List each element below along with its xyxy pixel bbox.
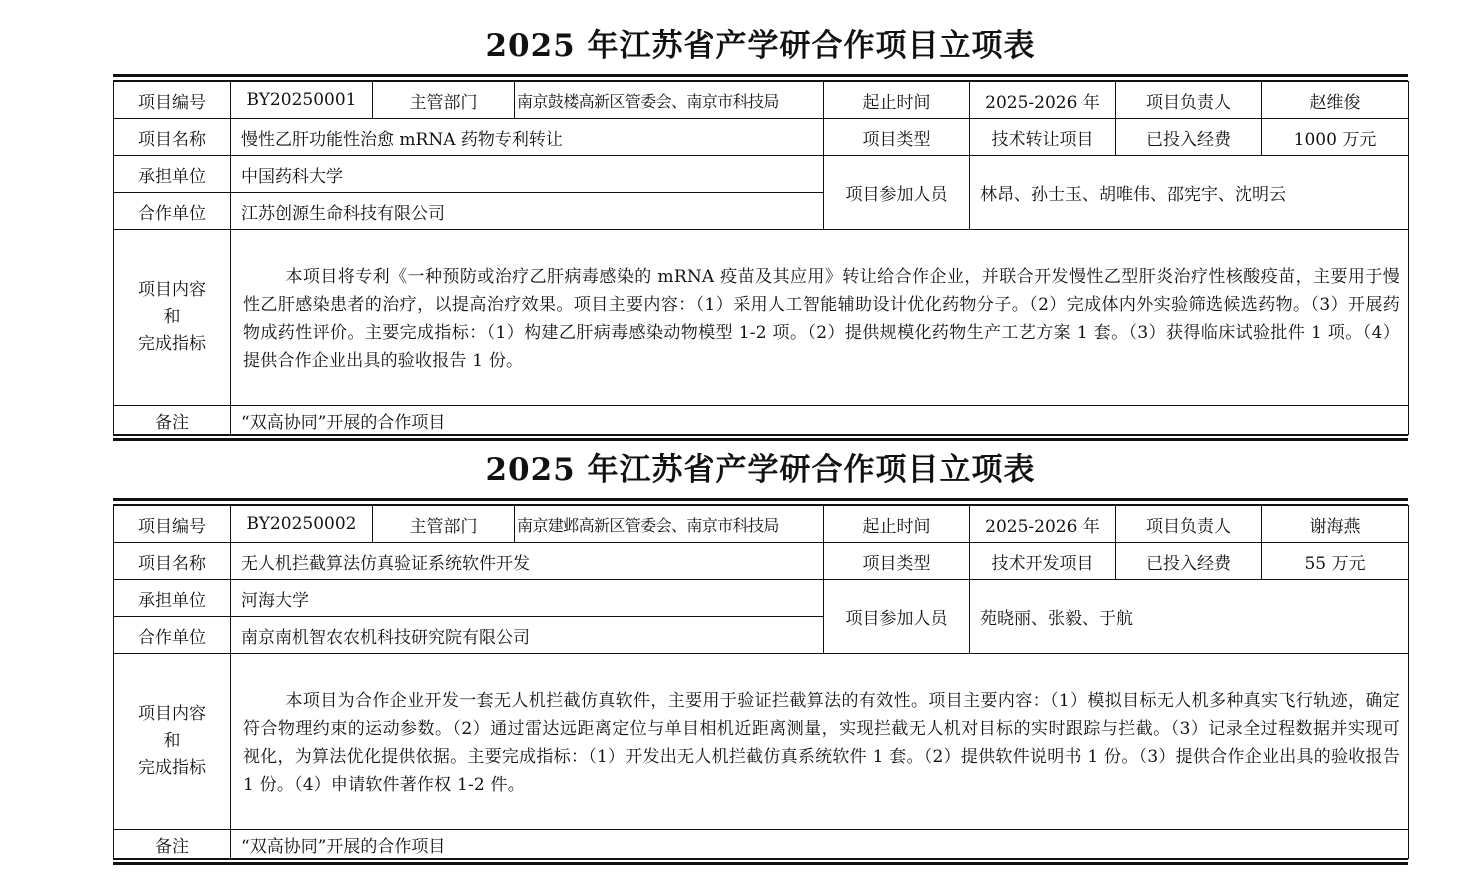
content-label-line: 项目内容 <box>138 280 206 300</box>
table-row <box>114 230 1409 406</box>
table-row <box>114 156 1409 193</box>
partner-value: 江苏创源生命科技有限公司 <box>231 193 824 230</box>
top-rule <box>113 74 1408 81</box>
table-row <box>114 654 1409 830</box>
partner-value: 南京南机智农农机科技研究院有限公司 <box>231 617 824 654</box>
participants-value: 林昂、孙士玉、胡唯伟、邵宪宇、沈明云 <box>970 156 1409 230</box>
project-no-label: 项目编号 <box>114 506 231 543</box>
period-value: 2025-2026 年 <box>970 82 1116 119</box>
table-row <box>114 506 1409 543</box>
table-row <box>114 580 1409 617</box>
top-rule <box>113 498 1408 505</box>
project-no-value: BY20250002 <box>231 506 373 543</box>
bottom-rule <box>113 435 1408 441</box>
table-row <box>114 119 1409 156</box>
project-form-2 <box>113 446 1408 865</box>
project-form-1 <box>113 22 1408 441</box>
funding-value: 1000 万元 <box>1262 119 1409 156</box>
form-title: 2025 年江苏省产学研合作项目立项表 <box>485 28 1036 64</box>
project-no-value: BY20250001 <box>231 82 373 119</box>
department-value: 南京建邺高新区管委会、南京市科技局 <box>515 506 824 543</box>
undertaker-label: 承担单位 <box>114 580 231 617</box>
department-value: 南京鼓楼高新区管委会、南京市科技局 <box>515 82 824 119</box>
period-value: 2025-2026 年 <box>970 506 1116 543</box>
table-row <box>114 82 1409 119</box>
content-label-line: 和 <box>163 731 181 751</box>
content-label-line: 项目内容 <box>138 704 206 724</box>
content-text: 本项目为合作企业开发一套无人机拦截仿真软件，主要用于验证拦截算法的有效性。项目主要内容：（1）模拟目标无人机多种真实飞行轨迹，确定符合物理约束的运动参数。（2）通过雷达远距离定位与单目相机近距离测量，实现拦截无人机对目标的实时跟踪与拦截。（3）记录全过程数据并实现可视化，为算法优化提供依据。主要完成指标：（1）开发出无人机拦截仿真系统软件 1 套。（2）提供软件说明书 1 份。（3）提供合作企业出具的验收报告 1 份。（4）申请软件著作权 1-2 件。 <box>243 691 1400 795</box>
project-table <box>113 505 1409 859</box>
leader-value: 谢海燕 <box>1262 506 1409 543</box>
content-label-line: 完成指标 <box>138 334 206 354</box>
content-label-line: 和 <box>163 307 181 327</box>
bottom-rule <box>113 859 1408 865</box>
content-text: 本项目将专利《一种预防或治疗乙肝病毒感染的 mRNA 疫苗及其应用》转让给合作企业，并联合开发慢性乙型肝炎治疗性核酸疫苗，主要用于慢性乙肝感染患者的治疗，以提高治疗效果。项目主要内容：（1）采用人工智能辅助设计优化药物分子。（2）完成体内外实验筛选候选药物。（3）开展药物成药性评价。主要完成指标：（1）构建乙肝病毒感染动物模型 1-2 项。（2）提供规模化药物生产工艺方案 1 套。（3）获得临床试验批件 1 项。（4）提供合作企业出具的验收报告 1 份。 <box>243 267 1400 371</box>
remarks-value: “双高协同”开展的合作项目 <box>231 406 1409 435</box>
undertaker-label: 承担单位 <box>114 156 231 193</box>
period-label: 起止时间 <box>824 82 970 119</box>
project-type-value: 技术开发项目 <box>970 543 1116 580</box>
project-table <box>113 81 1409 435</box>
department-label: 主管部门 <box>373 82 515 119</box>
partner-label: 合作单位 <box>114 193 231 230</box>
remarks-label: 备注 <box>114 406 231 435</box>
leader-label: 项目负责人 <box>1116 506 1262 543</box>
table-row <box>114 406 1409 435</box>
funding-label: 已投入经费 <box>1116 119 1262 156</box>
project-type-label: 项目类型 <box>824 543 970 580</box>
undertaker-value: 河海大学 <box>231 580 824 617</box>
table-row <box>114 543 1409 580</box>
department-label: 主管部门 <box>373 506 515 543</box>
funding-label: 已投入经费 <box>1116 543 1262 580</box>
project-no-label: 项目编号 <box>114 82 231 119</box>
undertaker-value: 中国药科大学 <box>231 156 824 193</box>
leader-value: 赵维俊 <box>1262 82 1409 119</box>
project-name-value: 慢性乙肝功能性治愈 mRNA 药物专利转让 <box>231 119 824 156</box>
remarks-label: 备注 <box>114 830 231 859</box>
funding-value: 55 万元 <box>1262 543 1409 580</box>
content-label <box>114 654 231 830</box>
partner-label: 合作单位 <box>114 617 231 654</box>
table-row <box>114 830 1409 859</box>
project-type-value: 技术转让项目 <box>970 119 1116 156</box>
project-name-label: 项目名称 <box>114 543 231 580</box>
project-name-value: 无人机拦截算法仿真验证系统软件开发 <box>231 543 824 580</box>
remarks-value: “双高协同”开展的合作项目 <box>231 830 1409 859</box>
content-label <box>114 230 231 406</box>
content-cell <box>231 230 1409 406</box>
period-label: 起止时间 <box>824 506 970 543</box>
form-title: 2025 年江苏省产学研合作项目立项表 <box>485 452 1036 488</box>
participants-value: 苑晓丽、张毅、于航 <box>970 580 1409 654</box>
participants-label: 项目参加人员 <box>824 580 970 654</box>
leader-label: 项目负责人 <box>1116 82 1262 119</box>
project-name-label: 项目名称 <box>114 119 231 156</box>
participants-label: 项目参加人员 <box>824 156 970 230</box>
project-type-label: 项目类型 <box>824 119 970 156</box>
content-label-line: 完成指标 <box>138 758 206 778</box>
content-cell <box>231 654 1409 830</box>
